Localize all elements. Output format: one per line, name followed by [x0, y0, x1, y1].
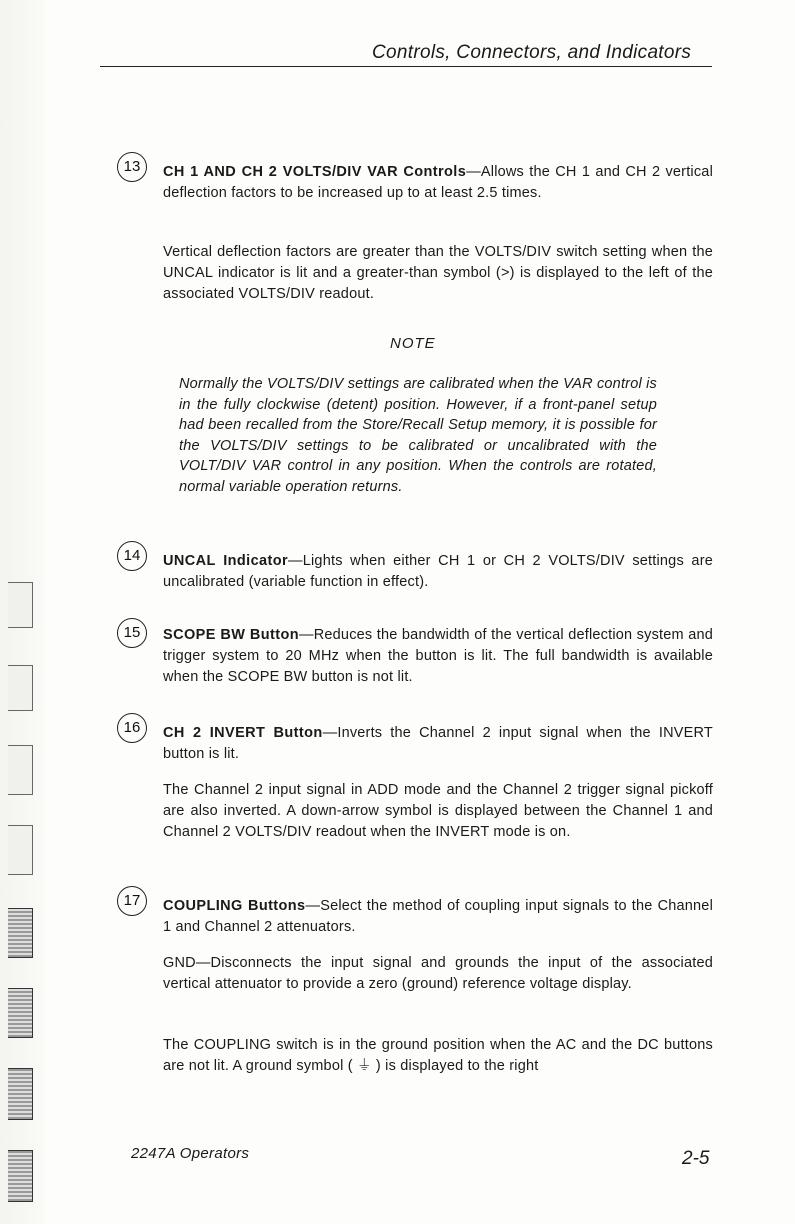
item-14-body: —Lights when either CH 1 or CH 2 VOLTS/DIV settings are uncalibrated (variable function in effect). [163, 553, 713, 590]
item-14-description [163, 551, 713, 593]
item-16-body: —Inverts the Channel 2 input signal when the INVERT button is lit. [163, 725, 713, 762]
page-binding-edge [0, 0, 44, 1224]
binding-hole [8, 582, 33, 628]
page-number: 2-5 [682, 1148, 710, 1169]
binding-hole [8, 1150, 33, 1202]
header-rule [100, 66, 712, 67]
note-title: NOTE [390, 335, 436, 352]
binding-hole [8, 1068, 33, 1120]
note-text: Normally the VOLTS/DIV settings are calibrated when the VAR control is in the fully clockwise (detent) position. However, if a front-panel setup had been recalled from the Store/Recall Setup memory, it is possible for the VOLTS/DIV settings to be calibrated or uncalibrated with the VOLT/DIV VAR control in any position. When the controls are rotated, normal variable operation returns. [179, 376, 657, 495]
binding-hole [8, 745, 33, 795]
footer-manual-title: 2247A Operators [131, 1145, 250, 1162]
item-13-detail: Vertical deflection factors are greater than the VOLTS/DIV switch setting when the UNCAL indicator is lit and a greater-than symbol (>) is displayed to the left of the associated VOLTS/DIV readout. [163, 244, 713, 302]
item-13-description [163, 162, 713, 204]
item-17-ground-position: The COUPLING switch is in the ground position when the AC and the DC buttons are not lit. A ground symbol ( ⏚ ) is displayed to the right [163, 1037, 713, 1074]
callout-13: 13 [117, 152, 147, 182]
item-16-detail: The Channel 2 input signal in ADD mode and the Channel 2 trigger signal pickoff are also inverted. A down-arrow symbol is displayed between the Channel 1 and Channel 2 VOLTS/DIV readout when the INVERT mode is on. [163, 782, 713, 840]
item-17-description [163, 896, 713, 938]
binding-hole [8, 908, 33, 958]
item-17-gnd-detail: GND—Disconnects the input signal and grounds the input of the associated vertical attenuator to provide a zero (ground) reference voltage display. [163, 955, 713, 992]
binding-hole [8, 988, 33, 1038]
item-15-description [163, 625, 713, 688]
item-15-body: —Reduces the bandwidth of the vertical deflection system and trigger system to 20 MHz when the button is lit. The full bandwidth is available when the SCOPE BW button is not lit. [163, 627, 713, 685]
running-header: Controls, Connectors, and Indicators [372, 42, 692, 63]
item-17-title: COUPLING Buttons [163, 898, 306, 914]
item-17-body: —Select the method of coupling input signals to the Channel 1 and Channel 2 attenuators. [163, 898, 713, 935]
callout-14: 14 [117, 541, 147, 571]
item-16-description [163, 723, 713, 765]
callout-15: 15 [117, 618, 147, 648]
callout-16: 16 [117, 713, 147, 743]
callout-17: 17 [117, 886, 147, 916]
item-15-title: SCOPE BW Button [163, 627, 300, 643]
item-16-title: CH 2 INVERT Button [163, 725, 323, 741]
item-14-title: UNCAL Indicator [163, 553, 289, 569]
binding-hole [8, 665, 33, 711]
binding-hole [8, 825, 33, 875]
item-13-title: CH 1 AND CH 2 VOLTS/DIV VAR Controls [163, 164, 467, 180]
item-13-body: —Allows the CH 1 and CH 2 vertical deflection factors to be increased up to at least 2.5 times. [163, 164, 713, 201]
